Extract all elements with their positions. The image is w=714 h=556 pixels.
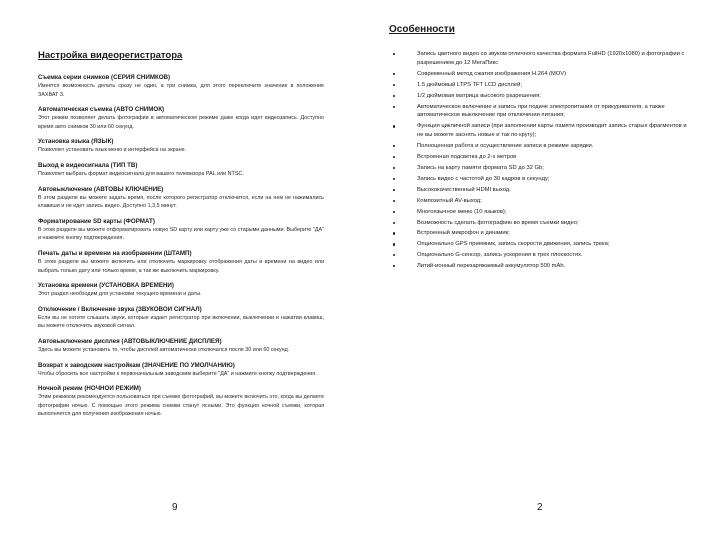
- bullet-icon: [393, 200, 395, 202]
- settings-section: [38, 106, 324, 131]
- bullet-icon: [393, 84, 395, 86]
- bullet-icon: [393, 254, 395, 256]
- settings-section: [38, 186, 324, 211]
- settings-section: [38, 162, 324, 179]
- settings-section: [38, 250, 324, 275]
- settings-section: [38, 385, 324, 419]
- feature-item: [393, 122, 693, 140]
- settings-section: [38, 362, 324, 379]
- settings-section: [38, 74, 324, 99]
- section-body: Если вы не хотите слышать звуки, которые издает регистратор при включении, выключении и нажатии клавиш, вы можете отключить звуковой сигнал.: [38, 314, 324, 330]
- section-title: Автоматическая съемка (АВТО СНИМОК): [38, 106, 165, 114]
- settings-section: [38, 218, 324, 243]
- feature-text: Литий-ионный перезаряжаемый аккумулятор 500 mAh.: [417, 263, 566, 270]
- bullet-icon: [393, 211, 395, 213]
- feature-item: [393, 50, 693, 68]
- bullet-icon: [393, 156, 395, 158]
- section-title: Возврат к заводским настройкам (ЗНАЧЕНИЕ ПО УМОЛЧАНИЮ): [38, 361, 235, 369]
- bullet-icon: [393, 178, 395, 180]
- feature-item: [393, 262, 693, 271]
- section-body: В этом разделе вы можете задать время, после которого регистратор отключится, если на нем не нажимались клавиши и не идет запись видео. Доступно 1,3,5 минут.: [38, 194, 324, 210]
- section-title: Выход в видеосигнала (ТИП ТВ): [38, 161, 138, 169]
- section-body: Позволяет выбрать формат видеосигнала для вашего телевизора PAL или NTSC.: [38, 170, 244, 177]
- section-body: Имеется возможность делать сразу не один, а три снимка, для этого переключите значение в положение ЗАХВАТ 3.: [38, 83, 324, 98]
- feature-text: Многоязычное меню (10 языков);: [417, 208, 507, 215]
- feature-text: Полноценная работа и осуществление записи в режиме зарядки.: [417, 143, 594, 150]
- settings-section: [38, 282, 324, 299]
- left-page-title: Настройка видеорегистратора: [38, 50, 183, 61]
- bullet-icon: [393, 53, 395, 55]
- feature-item: [393, 229, 693, 238]
- section-title: Автовыключение (АВТОВЫ КЛЮЧЕНИЕ): [38, 185, 164, 193]
- section-title: Ночной режим (НОЧНОЙ РЕЖИМ): [38, 385, 141, 393]
- feature-item: [393, 70, 693, 79]
- bullet-icon: [393, 73, 395, 75]
- feature-text: Современный метод сжатия изображения H.264 (MOV): [417, 70, 567, 77]
- feature-text: Встроенный микрофон и динамик;: [417, 230, 510, 237]
- features-list: [393, 50, 693, 273]
- feature-item: [393, 208, 693, 217]
- feature-item: [393, 175, 693, 184]
- feature-text: Автоматическое включение и запись при подаче электропитания от прикуривателя, а также автоматическое выключение при отключении питания;: [417, 103, 665, 119]
- bullet-icon: [393, 265, 395, 267]
- feature-text: Запись цветного видео со звуком отличного качества формата FullHD (1920x1080) и фотографии с разрешением до 12 МегаПикс: [417, 51, 685, 66]
- section-body: Здесь вы можете установить то, чтобы дисплей автоматически отключался после 30 или 60 секунд.: [38, 346, 290, 353]
- feature-item: [393, 197, 693, 206]
- settings-sections: [38, 74, 324, 426]
- section-title: Автовыключение дисплея (АВТОВЫКЛЮЧЕНИЕ ДИСПЛЕЯ): [38, 337, 222, 345]
- feature-text: Возможность сделать фотографию во время съемки видео;: [417, 219, 579, 226]
- bullet-icon: [393, 167, 395, 169]
- bullet-icon: [393, 145, 395, 147]
- bullet-icon: [393, 243, 395, 245]
- right-page-title: Особенности: [389, 24, 455, 35]
- feature-item: [393, 81, 693, 90]
- feature-text: Встроенная подсветка до 2-х метров: [417, 154, 517, 161]
- feature-text: Опционально GPS приемник, запись скорости движения, запись трека;: [417, 241, 610, 248]
- feature-item: [393, 219, 693, 228]
- section-title: Съемка серии снимков (СЕРИЯ СНИМКОВ): [38, 74, 171, 81]
- section-title: Установка языка (ЯЗЫК): [38, 138, 114, 146]
- bullet-icon: [393, 189, 395, 191]
- feature-item: [393, 240, 693, 249]
- section-body: В этом разделе вы можете включить или отключить маркировку отображения даты и времени на видео или выбрать только дату или только время, а так же выключить маркировку.: [38, 258, 324, 274]
- settings-section: [38, 338, 324, 355]
- section-title: Печать даты и времени на изображении (ШТАМП): [38, 249, 192, 257]
- feature-text: Запись видео с частотой до 30 кадров в секунду;: [417, 175, 550, 182]
- feature-item: [393, 164, 693, 173]
- feature-item: [393, 92, 693, 101]
- settings-section: [38, 306, 324, 331]
- feature-text: Запись на карту памяти формата SD до 32 Gb;: [417, 164, 544, 171]
- bullet-icon: [393, 222, 395, 224]
- right-page: [357, 0, 714, 556]
- bullet-icon: [393, 106, 395, 108]
- bullet-icon: [393, 125, 395, 127]
- settings-section: [38, 138, 324, 155]
- feature-text: 1/2 дюймовая матрица высокого разрешения;: [417, 92, 541, 99]
- feature-text: 1.5 дюймовый LTPS TFT LCD дисплей;: [417, 81, 522, 88]
- feature-text: Опционально G-сенсор, запись ускорения в трех плоскостях.: [417, 252, 583, 259]
- section-body: Этот режим позволяет делать фотографии в автоматическом режиме даже когда идет видеозапись. Доступно время авто снимков 30 или 60 секунд.: [38, 115, 324, 130]
- feature-text: Композитный AV-выход;: [417, 197, 482, 204]
- feature-item: [393, 103, 693, 121]
- section-title: Форматирование SD карты (ФОРМАТ): [38, 217, 155, 225]
- feature-text: Высококачественный HDMI выход.: [417, 186, 511, 193]
- left-page-number: 9: [172, 502, 178, 513]
- feature-item: [393, 142, 693, 151]
- section-title: Установка времени (УСТАНОВКА ВРЕМЕНИ): [38, 282, 174, 290]
- section-body: Позволяет установить язык меню и интерфейса на экране.: [38, 147, 187, 154]
- bullet-icon: [393, 232, 395, 234]
- section-body: Чтобы сбросить все настройки к первоначальным заводским выберите "ДА" и нажмите кнопку подтверждения.: [38, 370, 317, 377]
- section-body: Этот раздел необходим для установки текущего времени и даты.: [38, 291, 202, 298]
- feature-item: [393, 251, 693, 260]
- section-body: В этом разделе вы можете отформатировать новую SD карту или карту уже со старыми данными. Выберите "ДА" и нажмите кнопку подтверждения.: [38, 226, 324, 242]
- right-page-number: 2: [537, 502, 543, 513]
- feature-item: [393, 186, 693, 195]
- bullet-icon: [393, 95, 395, 97]
- section-body: Этим режимом рекомендуется пользоваться при съемке фотографий, вы можете включить это, когда вы делаете фотографии ночью. С помощью этого режима снимки станут ясными. Это функция ночной съемки, которая выполняется для получения изображения ночью.: [38, 394, 324, 418]
- feature-text: Функция цикличной записи (при заполнении карты памяти производит запись старых фрагментов и не вы можете заснять новые и так по кругу);: [417, 123, 687, 139]
- section-title: Отключение / Включение звука (ЗВУКОВОЙ СИГНАЛ): [38, 305, 202, 313]
- feature-item: [393, 153, 693, 162]
